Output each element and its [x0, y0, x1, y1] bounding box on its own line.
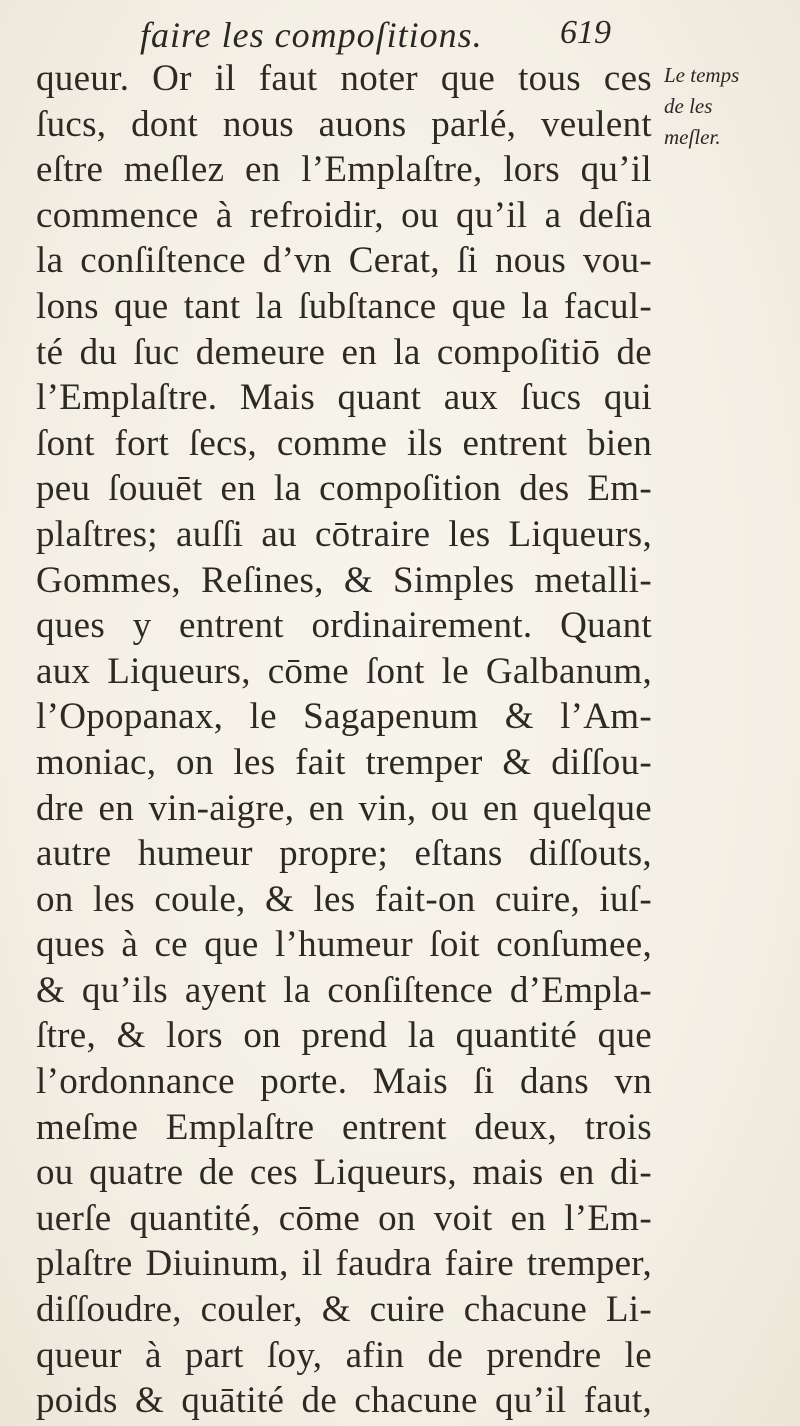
text-line: Gommes, Reſines, & Simples metalli- — [36, 559, 652, 601]
text-line: ques y entrent ordinairement. Quant — [36, 605, 652, 647]
text-line: uerſe quantité, cōme on voit en l’Em- — [36, 1197, 652, 1239]
text-line: l’Opopanax, le Sagapenum & l’Am- — [36, 696, 652, 738]
text-line: poids & quātité de chacune qu’il faut, — [36, 1380, 652, 1422]
text-line: dre en vin-aigre, en vin, ou en quelque — [36, 787, 652, 829]
text-line: moniac, on les fait tremper & diſſou- — [36, 741, 652, 783]
text-line: lons que tant la ſubſtance que la facul- — [36, 285, 652, 327]
text-line: & qu’ils ayent la conſiſtence d’Empla- — [36, 969, 652, 1011]
text-line: queur. Or il faut noter que tous ces — [36, 58, 652, 99]
text-line: la conſiſtence d’vn Cerat, ſi nous vou- — [36, 240, 652, 282]
text-line: eſtre meſlez en l’Emplaſtre, lors qu’il — [36, 149, 652, 191]
text-line: té du ſuc demeure en la compoſitiō de — [36, 331, 652, 373]
text-line: queur à part ſoy, afin de prendre le — [36, 1334, 652, 1376]
text-line: peu ſouuēt en la compoſition des Em- — [36, 468, 652, 510]
text-line: ſtre, & lors on prend la quantité que — [36, 1015, 652, 1057]
text-line: ſucs, dont nous auons parlé, veulent — [36, 103, 652, 145]
text-line: aux Liqueurs, cōme ſont le Galbanum, — [36, 650, 652, 692]
margin-note-line: de les — [664, 94, 713, 118]
text-line: l’Emplaſtre. Mais quant aux ſucs qui — [36, 377, 652, 419]
margin-note-line: Le temps — [664, 63, 740, 87]
text-line: ſont fort ſecs, comme ils entrent bien — [36, 422, 652, 464]
text-line: l’ordonnance porte. Mais ſi dans vn — [36, 1061, 652, 1103]
text-line: commence à refroidir, ou qu’il a deſia — [36, 194, 652, 236]
page-number: 619 — [560, 14, 611, 51]
running-head — [0, 6, 800, 58]
text-line: ou quatre de ces Liqueurs, mais en di- — [36, 1152, 652, 1194]
text-line: diſſoudre, couler, & cuire chacune Li- — [36, 1289, 652, 1331]
text-line: on les coule, & les fait-on cuire, iuſ- — [36, 878, 652, 920]
body-text — [36, 56, 652, 1424]
running-title: faire les compoſitions. — [140, 15, 483, 55]
text-line: ques à ce que l’humeur ſoit conſumee, — [36, 924, 652, 966]
text-line: plaſtre Diuinum, il faudra faire tremper, — [36, 1243, 652, 1285]
text-line: meſme Emplaſtre entrent deux, trois — [36, 1106, 652, 1148]
text-line: plaſtres; auſſi au cōtraire les Liqueurs, — [36, 513, 652, 555]
text-line: autre humeur propre; eſtans diſſouts, — [36, 833, 652, 875]
margin-note-line: meſler. — [664, 125, 721, 149]
margin-note — [664, 60, 794, 153]
